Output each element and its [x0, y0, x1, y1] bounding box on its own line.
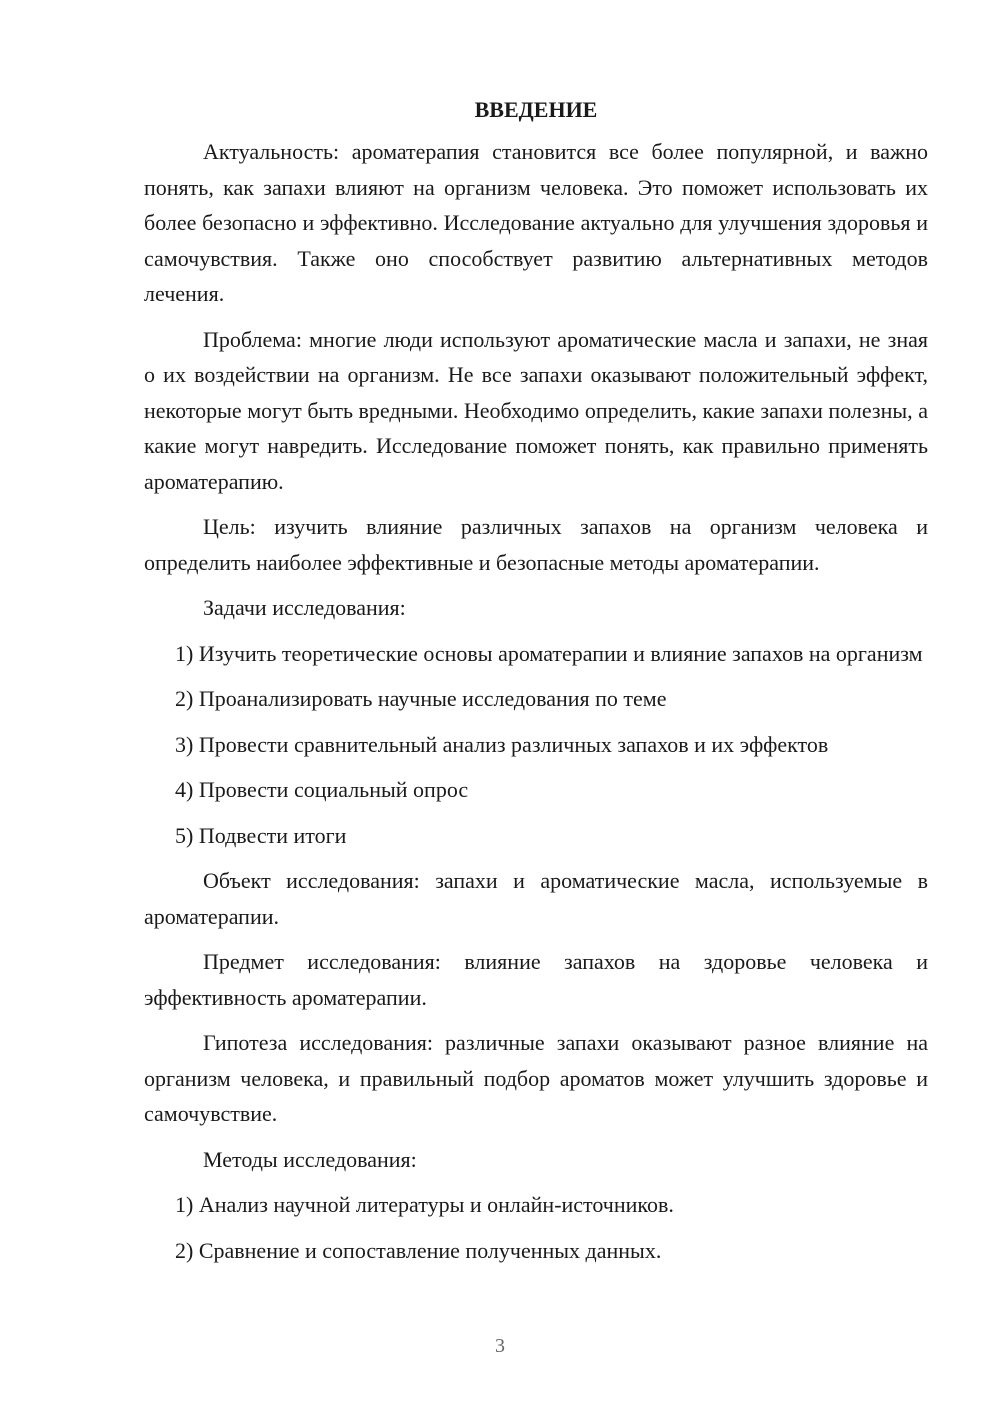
- tasks-heading: Задачи исследования:: [203, 595, 406, 620]
- hypothesis-paragraph: Гипотеза исследования: различные запахи оказывают разное влияние на организм человека, и правильный подбор ароматов может улучшить здоровье и самочувствие.: [144, 1030, 928, 1126]
- methods-heading: Методы исследования:: [203, 1146, 417, 1172]
- page-title: ВВЕДЕНИЕ: [474, 97, 598, 122]
- document-page: [144, 96, 928, 1278]
- task-item-4: 4) Провести социальный опрос: [175, 777, 469, 802]
- task-item-3: 3) Провести сравнительный анализ различных запахов и их эффектов: [175, 731, 829, 757]
- goal-paragraph: Цель: изучить влияние различных запахов на организм человека и определить наиболее эффективные и безопасные методы ароматерапии.: [144, 514, 928, 575]
- object-paragraph: Объект исследования: запахи и ароматические масла, используемые в ароматерапии.: [144, 868, 928, 929]
- subject-paragraph: Предмет исследования: влияние запахов на здоровье человека и эффективность ароматерапии.: [144, 949, 928, 1010]
- task-item-1: 1) Изучить теоретические основы ароматерапии и влияние запахов на организм: [175, 640, 923, 666]
- task-item-2: 2) Проанализировать научные исследования по теме: [175, 686, 667, 711]
- task-item-5: 5) Подвести итоги: [175, 822, 347, 848]
- method-item-2: 2) Сравнение и сопоставление полученных данных.: [175, 1237, 662, 1263]
- page-number: 3: [495, 1335, 505, 1357]
- relevance-paragraph: Актуальность: ароматерапия становится все более популярной, и важно понять, как запахи влияют на организм человека. Это поможет использовать их более безопасно и эффективно. Исследование актуально для улучшения здоровья и самочувствия. Также оно способствует развитию альтернативных методов лечения.: [144, 139, 928, 306]
- method-item-1: 1) Анализ научной литературы и онлайн-источников.: [175, 1192, 674, 1217]
- problem-paragraph: Проблема: многие люди используют ароматические масла и запахи, не зная о их воздействии на организм. Не все запахи оказывают положительный эффект, некоторые могут быть вредными. Необходимо определить, какие запахи полезны, а какие могут навредить. Исследование поможет понять, как правильно применять ароматерапию.: [144, 326, 928, 494]
